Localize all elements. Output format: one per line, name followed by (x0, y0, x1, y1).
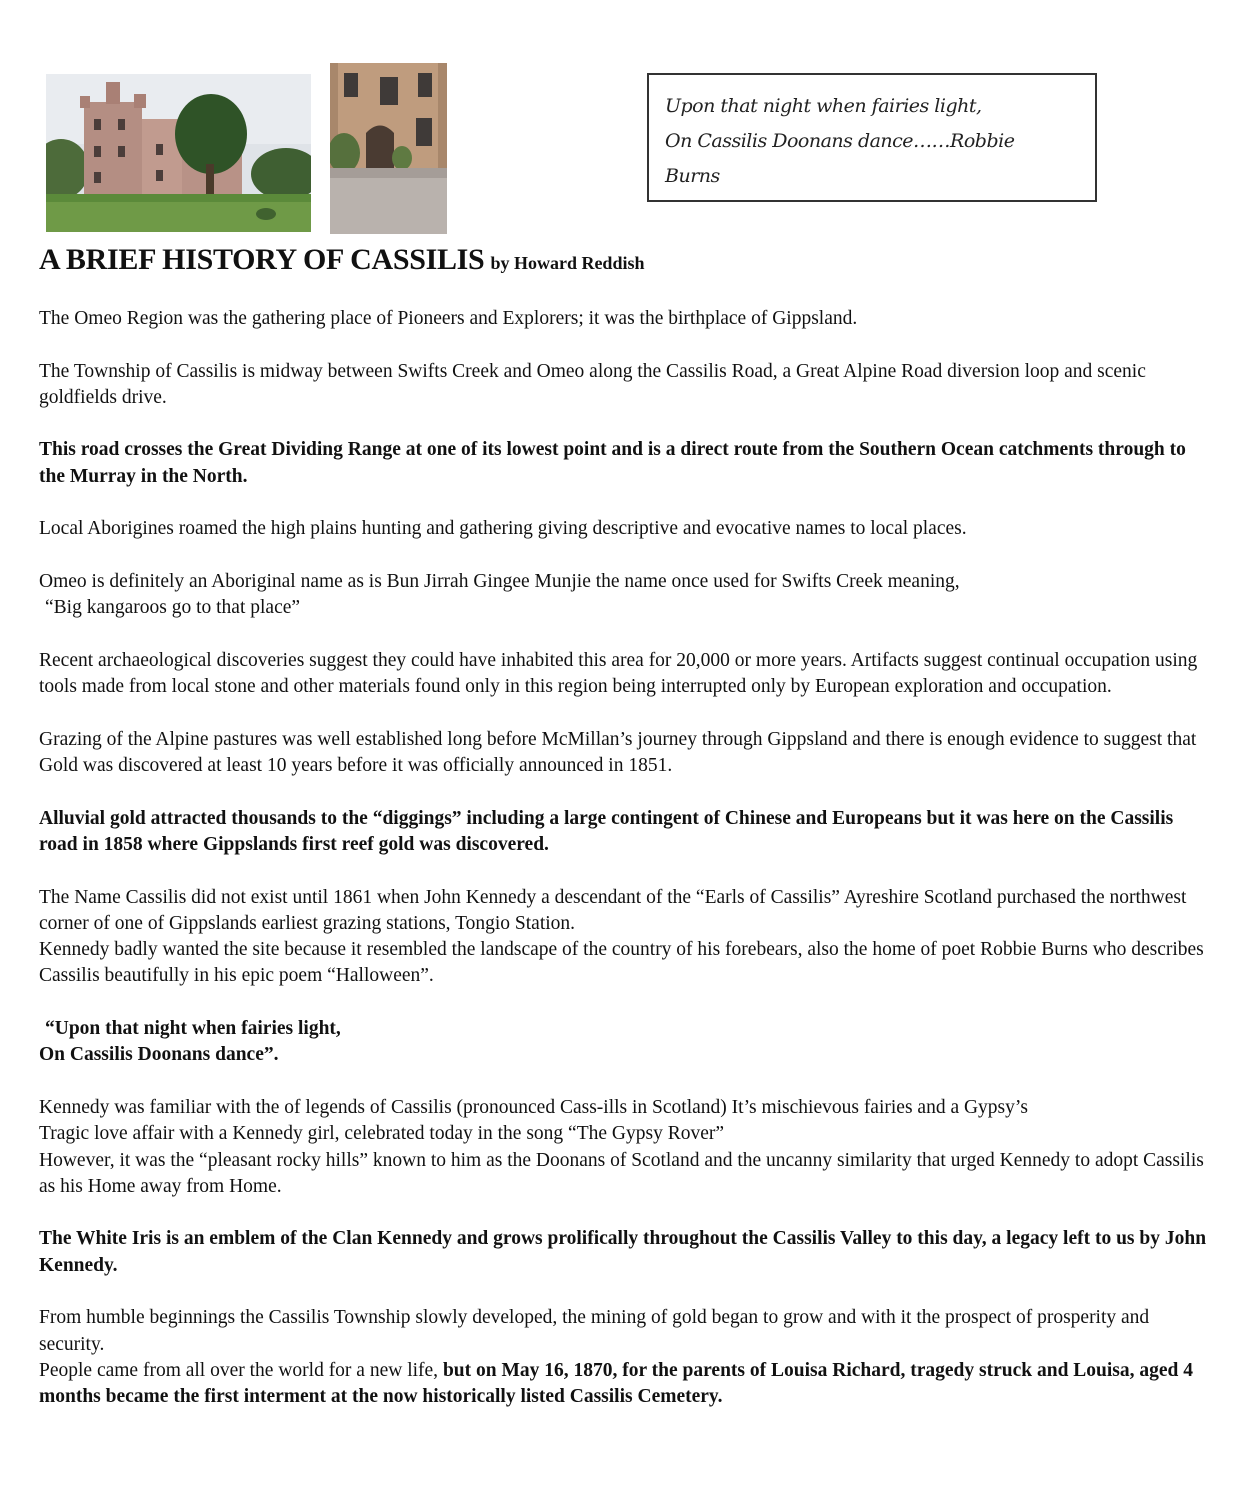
new-life-text: People came from all over the world for a new life, (39, 1359, 439, 1381)
legends-text: Kennedy was familiar with the of legends of Cassilis (pronounced Cass-ills in Scotland) It’s mischievous fairies and a Gypsy’s (39, 1096, 1028, 1118)
paragraph-burns-quote (39, 1016, 1207, 1069)
paragraph-alluvial-gold: Alluvial gold attracted thousands to the “diggings” including a large contingent of Chinese and Europeans but it was here on the Cassilis road in 1858 where Gippslands first reef gold was discovered. (39, 807, 1174, 855)
author-byline: by Howard Reddish (490, 253, 645, 273)
paragraph-township-growth (39, 1305, 1207, 1410)
burns-quote-line-1: “Upon that night when fairies light, (45, 1018, 341, 1040)
poem-line-2: On Cassilis Doonans dance……Robbie (665, 130, 1015, 152)
paragraph-archaeology: Recent archaeological discoveries suggest they could have inhabited this area for 20,000 or more years. Artifacts suggest continual occupation using tools made from local stone and other materials found only in this region being interrupted only by European exploration and occupation. (39, 649, 1198, 698)
doorway-photo-illustration (330, 63, 447, 234)
aboriginal-names-line: Omeo is definitely an Aboriginal name as is Bun Jirrah Gingee Munjie the name once used for Swifts Creek meaning, (39, 570, 960, 592)
paragraph-legends (39, 1095, 1207, 1200)
poem-line-3: Burns (665, 165, 720, 187)
paragraph-aboriginal-names (39, 569, 1207, 622)
article-body (39, 306, 1207, 1437)
poem-quote-box (647, 73, 1097, 202)
louisa-richard-text: but on May 16, 1870, for the parents of Louisa Richard, tragedy struck and Louisa, aged 4 months became the first interment at the now historically listed Cassilis Cemetery. (39, 1359, 1194, 1408)
page-title (39, 243, 644, 277)
paragraph-grazing: Grazing of the Alpine pastures was well established long before McMillan’s journey through Gippsland and there is enough evidence to suggest that Gold was discovered at least 10 years before it was officially announced in 1851. (39, 728, 1197, 777)
doonans-text: However, it was the “pleasant rocky hills” known to him as the Doonans of Scotland and the uncanny similarity that urged Kennedy to adopt Cassilis as his Home away from Home. (39, 1149, 1204, 1197)
doorway-photo (330, 63, 447, 234)
gypsy-rover-text: Tragic love affair with a Kennedy girl, celebrated today in the song “The Gypsy Rover” (39, 1123, 725, 1145)
kennedy-site-text: Kennedy badly wanted the site because it resembled the landscape of the country of his forebears, also the home of poet Robbie Burns who describes Cassilis beautifully in his epic poem “Halloween”. (39, 939, 1204, 987)
burns-quote-line-2: On Cassilis Doonans dance”. (39, 1044, 279, 1066)
paragraph-omeo-region: The Omeo Region was the gathering place of Pioneers and Explorers; it was the birthplace of Gippsland. (39, 308, 858, 329)
paragraph-aborigines: Local Aborigines roamed the high plains hunting and gathering giving descriptive and evocative names to local places. (39, 518, 967, 540)
paragraph-township: The Township of Cassilis is midway between Swifts Creek and Omeo along the Cassilis Road, a Great Alpine Road diversion loop and scenic goldfields drive. (39, 360, 1146, 408)
castle-photo (46, 74, 311, 232)
castle-photo-illustration (46, 74, 311, 232)
paragraph-name-origin (39, 885, 1207, 990)
title-text: A BRIEF HISTORY OF CASSILIS (39, 243, 485, 276)
kangaroo-quote: “Big kangaroos go to that place” (45, 597, 301, 619)
poem-line-1: Upon that night when fairies light, (665, 95, 982, 117)
tragedy-text (39, 1358, 1207, 1411)
paragraph-white-iris: The White Iris is an emblem of the Clan Kennedy and grows prolifically throughout the Cassilis Valley to this day, a legacy left to us by John Kennedy. (39, 1228, 1207, 1276)
paragraph-dividing-range: This road crosses the Great Dividing Range at one of its lowest point and is a direct route from the Southern Ocean catchments through to the Murray in the North. (39, 439, 1186, 487)
humble-beginnings-text: From humble beginnings the Cassilis Township slowly developed, the mining of gold began to grow and with it the prospect of prosperity and security. (39, 1307, 1150, 1355)
name-origin-text: The Name Cassilis did not exist until 1861 when John Kennedy a descendant of the “Earls of Cassilis” Ayreshire Scotland purchased the northwest corner of one of Gippslands earliest grazing stations, Tongio Station. (39, 886, 1187, 934)
